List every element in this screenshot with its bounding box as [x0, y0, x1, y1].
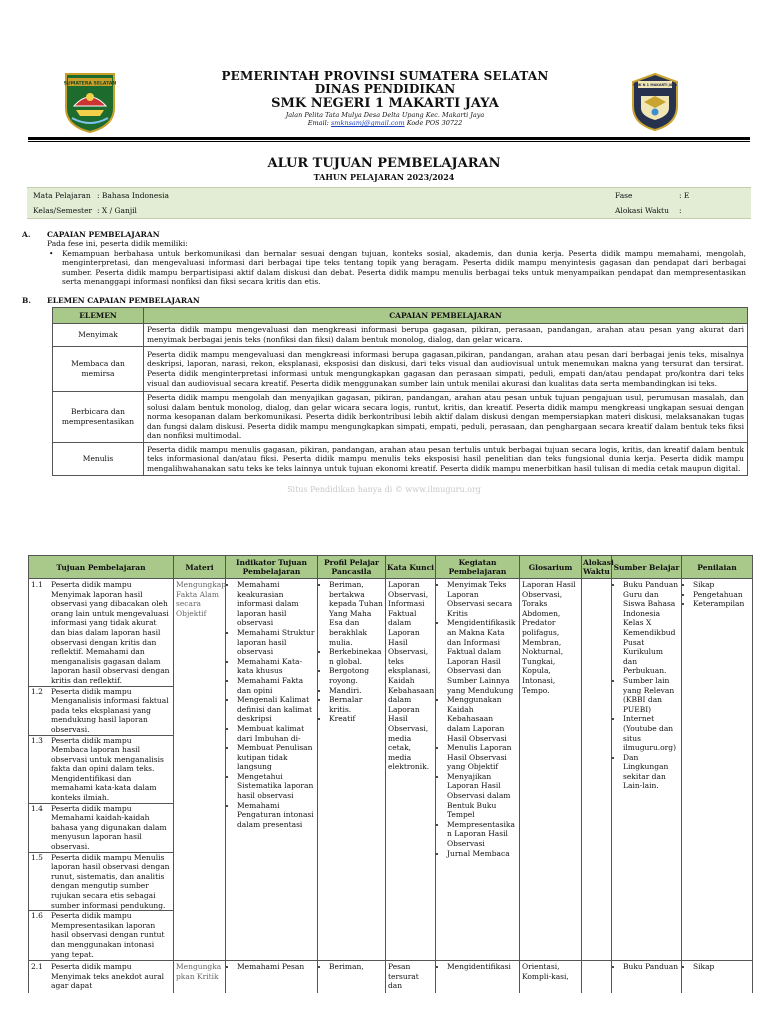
list-item: • Beriman,: [329, 962, 383, 972]
section-a-bullet: Kemampuan berbahasa untuk berkomunikasi dan bernalar sesuai dengan tujuan, konteks sosial, akademis, dan dunia kerja. Peserta didik mampu memahami, mengolah, menginterpretasi, dan mengevaluasi informasi dari berbagai tipe teks tentang topik yang beragam. Peserta didik mampu menyintesis gagasan dan pendapat dari berbagai sumber. Peserta didik mampu berpartisipasi aktif dalam diskusi dan debat. Peserta didik mampu menulis berbagai teks untuk menyampaikan pendapat dan mempresentasikan serta menanggapi informasi nonfiksi dan fiksi secara kritis dan etis.: [62, 249, 746, 286]
postcode: Kode POS 30722: [406, 119, 463, 127]
kegiatan-cell: [436, 579, 520, 961]
elemen-cell: Berbicara dan mempresentasikan: [53, 392, 144, 443]
mapel-label: Mata Pelajaran: [33, 191, 91, 200]
capaian-cell: Peserta didik mampu menulis gagasan, pikiran, pandangan, arahan atau pesan tertulis untuk berbagai tujuan secara logis, kritis, dan kreatif dalam bentuk teks informasional dan/atau fiksi. Peserta didik mampu menulis teks eksposisi hasil penelitian dan teks fungsional dunia kerja. Peserta didik mampu mengalihwahanakan satu teks ke teks lainnya untuk tujuan ekonomi kreatif. Peserta didik mampu menerbitkan hasil tulisan di media cetak maupun digital.: [144, 442, 748, 475]
list-item: • Jurnal Membaca: [447, 849, 517, 859]
list-item: • Memahami Fakta dan opini: [237, 676, 315, 695]
school-logo-lettering: SMK N 1 MAKARTI JAYA: [633, 83, 677, 88]
document-subtitle: TAHUN PELAJARAN 2023/2024: [313, 172, 455, 182]
glosarium-cell: Orientasi, Kompli-kasi,: [520, 961, 582, 994]
list-item: • Memahami Pesan: [237, 962, 315, 972]
indikator-cell: [226, 579, 318, 961]
tujuan-text: Peserta didik mampu Mempresentasikan laporan hasil observasi dengan runtut dan menggunakan intonasi yang tepat.: [51, 911, 165, 959]
alokasi-cell: [582, 961, 612, 994]
list-item: • Beriman, bertakwa kepada Tuhan Yang Maha Esa dan berakhlak mulia.: [329, 580, 383, 647]
tujuan-number: 1.6: [31, 911, 43, 921]
tujuan-item: [31, 962, 171, 991]
letterhead-address: Jalan Pelita Tata Mulya Desa Delta Upang Kec. Makarti Jaya: [285, 111, 485, 119]
list-item: • Pengetahuan: [693, 590, 750, 600]
materi-cell: Mengungka pkan Kritik: [174, 961, 226, 994]
capaian-cell: Peserta didik mampu mengolah dan menyajikan gagasan, pikiran, pandangan, arahan atau pesan untuk tujuan pengajuan usul, perumusan masalah, dan solusi dalam bentuk monolog, dialog, dan gelar wicara secara logis, runtut, kritis, dan kreatif. Peserta didik mampu mengkreasi ungkapan sesuai dengan norma kesopanan dalam berkomunikasi. Peserta didik berkontribusi lebih aktif dalam diskusi dengan mempersiapkan materi diskusi, melaksanakan tugas dan fungsi dalam diskusi. Peserta didik mampu mengungkapkan simpati, empati, peduli, perasaan, dan penghargaan secara kreatif dalam bentuk teks fiksi dan nonfiksi multimodal.: [144, 392, 748, 443]
letterhead-rule-thin: [28, 141, 750, 142]
bullet-dot: •: [49, 249, 54, 258]
tujuan-number: 1.4: [31, 803, 43, 813]
penilaian-cell: [682, 579, 753, 961]
list-item: • Dan Lingkungan sekitar dan Lain-lain.: [623, 753, 679, 791]
list-item: • Buku Panduan Guru dan Siswa Bahasa Indonesia Kelas X Kemendikbud Pusat Kurikulum dan Perbukuan.: [623, 580, 679, 676]
tujuan-number: 1.5: [31, 852, 43, 862]
kata-kunci-cell: Pesan tersurat dan: [386, 961, 436, 994]
kelas-value: : X / Ganjil: [97, 206, 137, 215]
list-item: • Buku Panduan: [623, 962, 679, 972]
col-alokasi: Alokasi Waktu: [582, 556, 612, 579]
list-item: • Menggunakan Kaidah Kebahasaan dalam Laporan Hasil Observasi: [447, 695, 517, 743]
table-row: [53, 347, 748, 392]
list-item: • Memahami Pengaturan intonasi dalam presentasi: [237, 801, 315, 830]
profil-cell: [318, 961, 386, 994]
list-item: • Kreatif: [329, 714, 383, 724]
kata-kunci-cell: Laporan Observasi, Informasi Faktual dalam Laporan Hasil Observasi, teks eksplanasi, Kaidah Kebahasaan dalam Laporan Hasil Observasi, media cetak, media elektronik.: [386, 579, 436, 961]
col-tujuan: Tujuan Pembelajaran: [29, 556, 174, 579]
elemen-cell: Menyimak: [53, 324, 144, 347]
table-row: [53, 324, 748, 347]
list-item: • Internet (Youtube dan situs ilmuguru.org): [623, 714, 679, 752]
letterhead-rule-thick: [28, 137, 750, 140]
list-item: • Mengidentifikasi: [447, 962, 517, 972]
list-item: • Mengidentifikasik an Makna Kata dan Informasi Faktual dalam Laporan Hasil Observasi dan Sumber Lainnya yang Mendukung: [447, 618, 517, 695]
col-glosarium: Glosarium: [520, 556, 582, 579]
col-kegiatan: Kegiatan Pembelajaran: [436, 556, 520, 579]
table-row: [53, 442, 748, 475]
list-item: • Membuat Penulisan kutipan tidak langsung: [237, 743, 315, 772]
tujuan-item: [29, 687, 173, 736]
atp-header-row: [29, 556, 753, 579]
list-item: • Bergotong royong.: [329, 666, 383, 685]
letterhead: [150, 70, 620, 127]
tujuan-item: [29, 804, 173, 853]
tujuan-cell: [29, 579, 174, 961]
capaian-cell: Peserta didik mampu mengevaluasi dan mengkreasi informasi berupa gagasan, pikiran, perasaan, pandangan, arahan atau pesan yang akurat dari menyimak berbagai jenis teks (nonfiksi dan fiksi) dalam bentuk monolog, dialog, dan gelar wicara.: [144, 324, 748, 347]
alokasi-cell: [582, 579, 612, 961]
fase-label: Fase: [615, 191, 633, 200]
tujuan-text: Peserta didik mampu Memahami kaidah-kaidah bahasa yang digunakan dalam menyusun laporan hasil observasi.: [51, 803, 167, 852]
indikator-cell: [226, 961, 318, 994]
tujuan-text: Peserta didik mampu Menyimak laporan hasil observasi yang dibacakan oleh orang lain untuk mengevaluasi informasi yang tidak akurat dan bias dalam laporan hasil observasi dengan kritis dan reflektif. Memahami dan menganalisis gagasan dalam laporan hasil observasi dengan kritis dan reflektif.: [51, 580, 170, 685]
glosarium-cell: Laporan Hasil Observasi, Toraks Abdomen, Predator polifagus, Membran, Nokturnal, Tungkai, Kopula, Intonasi, Tempo.: [520, 579, 582, 961]
capaian-cell: Peserta didik mampu mengevaluasi dan mengkreasi informasi berupa gagasan,pikiran, pandangan, arahan atau pesan dari berbagai jenis teks, misalnya deskripsi, laporan, narasi, rekon, eksplanasi, eksposisi dan diskusi, dari teks visual dan audiovisual untuk menemukan makna yang tersurat dan tersirat. Peserta didik menginterpretasi informasi untuk mengungkapkan gagasan dan perasaan simpati, peduli, empati dan/atau pendapat pro/kontra dari teks visual dan audiovisual secara kreatif. Peserta didik menggunakan sumber lain untuk menilai akurasi dan kualitas data serta membandingkan isi teks.: [144, 347, 748, 392]
list-item: • Memahami Struktur laporan hasil observasi: [237, 628, 315, 657]
list-item: • Mengenali Kalimat definisi dan kalimat deskripsi: [237, 695, 315, 724]
col-materi: Materi: [174, 556, 226, 579]
tujuan-item: [29, 853, 173, 912]
list-item: • Menulis Laporan Hasil Observasi yang Objektif: [447, 743, 517, 772]
table-row: [53, 392, 748, 443]
tujuan-number: 2.1: [31, 962, 43, 972]
fase-value: : E: [679, 191, 690, 200]
tujuan-number: 1.1: [31, 580, 43, 589]
kegiatan-cell: [436, 961, 520, 994]
list-item: • Membuat kalimat dari Imbuhan di-: [237, 724, 315, 743]
section-a-marker: A.: [22, 230, 31, 239]
col-indikator: Indikator Tujuan Pembelajaran: [226, 556, 318, 579]
email-link[interactable]: smknsamj@gmail.com: [330, 119, 405, 127]
list-item: • Menyimak Teks Laporan Observasi secara Kritis: [447, 580, 517, 618]
list-item: • Berkebinekaa n global.: [329, 647, 383, 666]
penilaian-cell: [682, 961, 753, 994]
list-item: • Menyajikan Laporan Hasil Observasi dalam Bentuk Buku Tempel: [447, 772, 517, 820]
col-penilaian: Penilaian: [682, 556, 753, 579]
identity-bar: [27, 187, 751, 219]
materi-cell: Mengungkap Fakta Alam secara Objektif: [174, 579, 226, 961]
school-logo: [630, 72, 680, 132]
profil-cell: [318, 579, 386, 961]
letterhead-government: PEMERINTAH PROVINSI SUMATERA SELATAN: [221, 69, 549, 83]
list-item: • Sikap: [693, 580, 750, 590]
tujuan-item: [29, 736, 173, 804]
section-b-marker: B.: [22, 296, 31, 305]
elemen-table-header: [53, 308, 748, 324]
col-elemen: ELEMEN: [53, 308, 144, 324]
tujuan-item: [29, 911, 173, 959]
list-item: • Sikap: [693, 962, 750, 972]
elemen-cell: Membaca dan memirsa: [53, 347, 144, 392]
alokasi-value: :: [679, 206, 682, 215]
crest-lettering: SUMATERA SELATAN: [63, 81, 117, 87]
alokasi-label: Alokasi Waktu: [615, 206, 669, 215]
list-item: • Memahami Kata-kata khusus: [237, 657, 315, 676]
col-sumber: Sumber Belajar: [612, 556, 682, 579]
kelas-label: Kelas/Semester: [33, 206, 93, 215]
list-item: • Memahami keakurasian informasi dalam laporan hasil observasi: [237, 580, 315, 628]
document-title: ALUR TUJUAN PEMBELAJARAN: [267, 156, 501, 171]
col-capaian: CAPAIAN PEMBELAJARAN: [144, 308, 748, 324]
tujuan-cell: [29, 961, 174, 994]
tujuan-number: 1.3: [31, 735, 43, 745]
elemen-table: [52, 307, 748, 476]
list-item: • Mengetahui Sistematika laporan hasil observasi: [237, 772, 315, 801]
sumber-cell: [612, 579, 682, 961]
table-row: [29, 579, 753, 961]
section-a-heading: CAPAIAN PEMBELAJARAN: [47, 230, 160, 239]
list-item: • Keterampilan: [693, 599, 750, 609]
letterhead-contact: [150, 119, 620, 127]
list-item: • Mandiri.: [329, 686, 383, 696]
list-item: • Sumber lain yang Relevan (KBBI dan PUEBI): [623, 676, 679, 714]
list-item: • Mempresentasika n Laporan Hasil Observasi: [447, 820, 517, 849]
col-kata-kunci: Kata Kunci: [386, 556, 436, 579]
section-a-intro: Pada fese ini, peserta didik memiliki:: [47, 239, 188, 248]
table-row: [29, 961, 753, 994]
tujuan-text: Peserta didik mampu Menulis laporan hasil observasi dengan runut, sistematis, dan analitis dengan mengutip sumber rujukan secara etis sebagai sumber informasi pendukung.: [51, 852, 170, 910]
provincial-crest-logo: [62, 70, 118, 134]
atp-table: [28, 555, 753, 993]
tujuan-item: [29, 580, 173, 687]
tujuan-text: Peserta didik mampu Menganalisis informasi faktual pada teks eksplanasi yang mendukung hasil laporan observasi.: [51, 686, 169, 734]
watermark: Situs Pendidikan hanya di © www.ilmuguru.org: [287, 485, 481, 494]
tujuan-number: 1.2: [31, 686, 43, 696]
sumber-cell: [612, 961, 682, 994]
elemen-cell: Menulis: [53, 442, 144, 475]
tujuan-text: Peserta didik mampu Membaca laporan hasil observasi untuk menganalisis fakta dan opini dalam teks. Mengidentifikasi dan memahami kata-kata dalam konteks ilmiah.: [51, 735, 164, 803]
tujuan-text: Peserta didik mampu Menyimak teks anekdot aural agar dapat: [51, 962, 165, 991]
section-b-heading: ELEMEN CAPAIAN PEMBELAJARAN: [47, 296, 200, 305]
col-profil: Profil Pelajar Pancasila: [318, 556, 386, 579]
list-item: • Bernalar kritis.: [329, 695, 383, 714]
letterhead-department: DINAS PENDIDIKAN: [314, 82, 456, 96]
letterhead-school-name: SMK NEGERI 1 MAKARTI JAYA: [271, 96, 499, 111]
email-label: Email:: [307, 119, 329, 127]
mapel-value: : Bahasa Indonesia: [97, 191, 169, 200]
